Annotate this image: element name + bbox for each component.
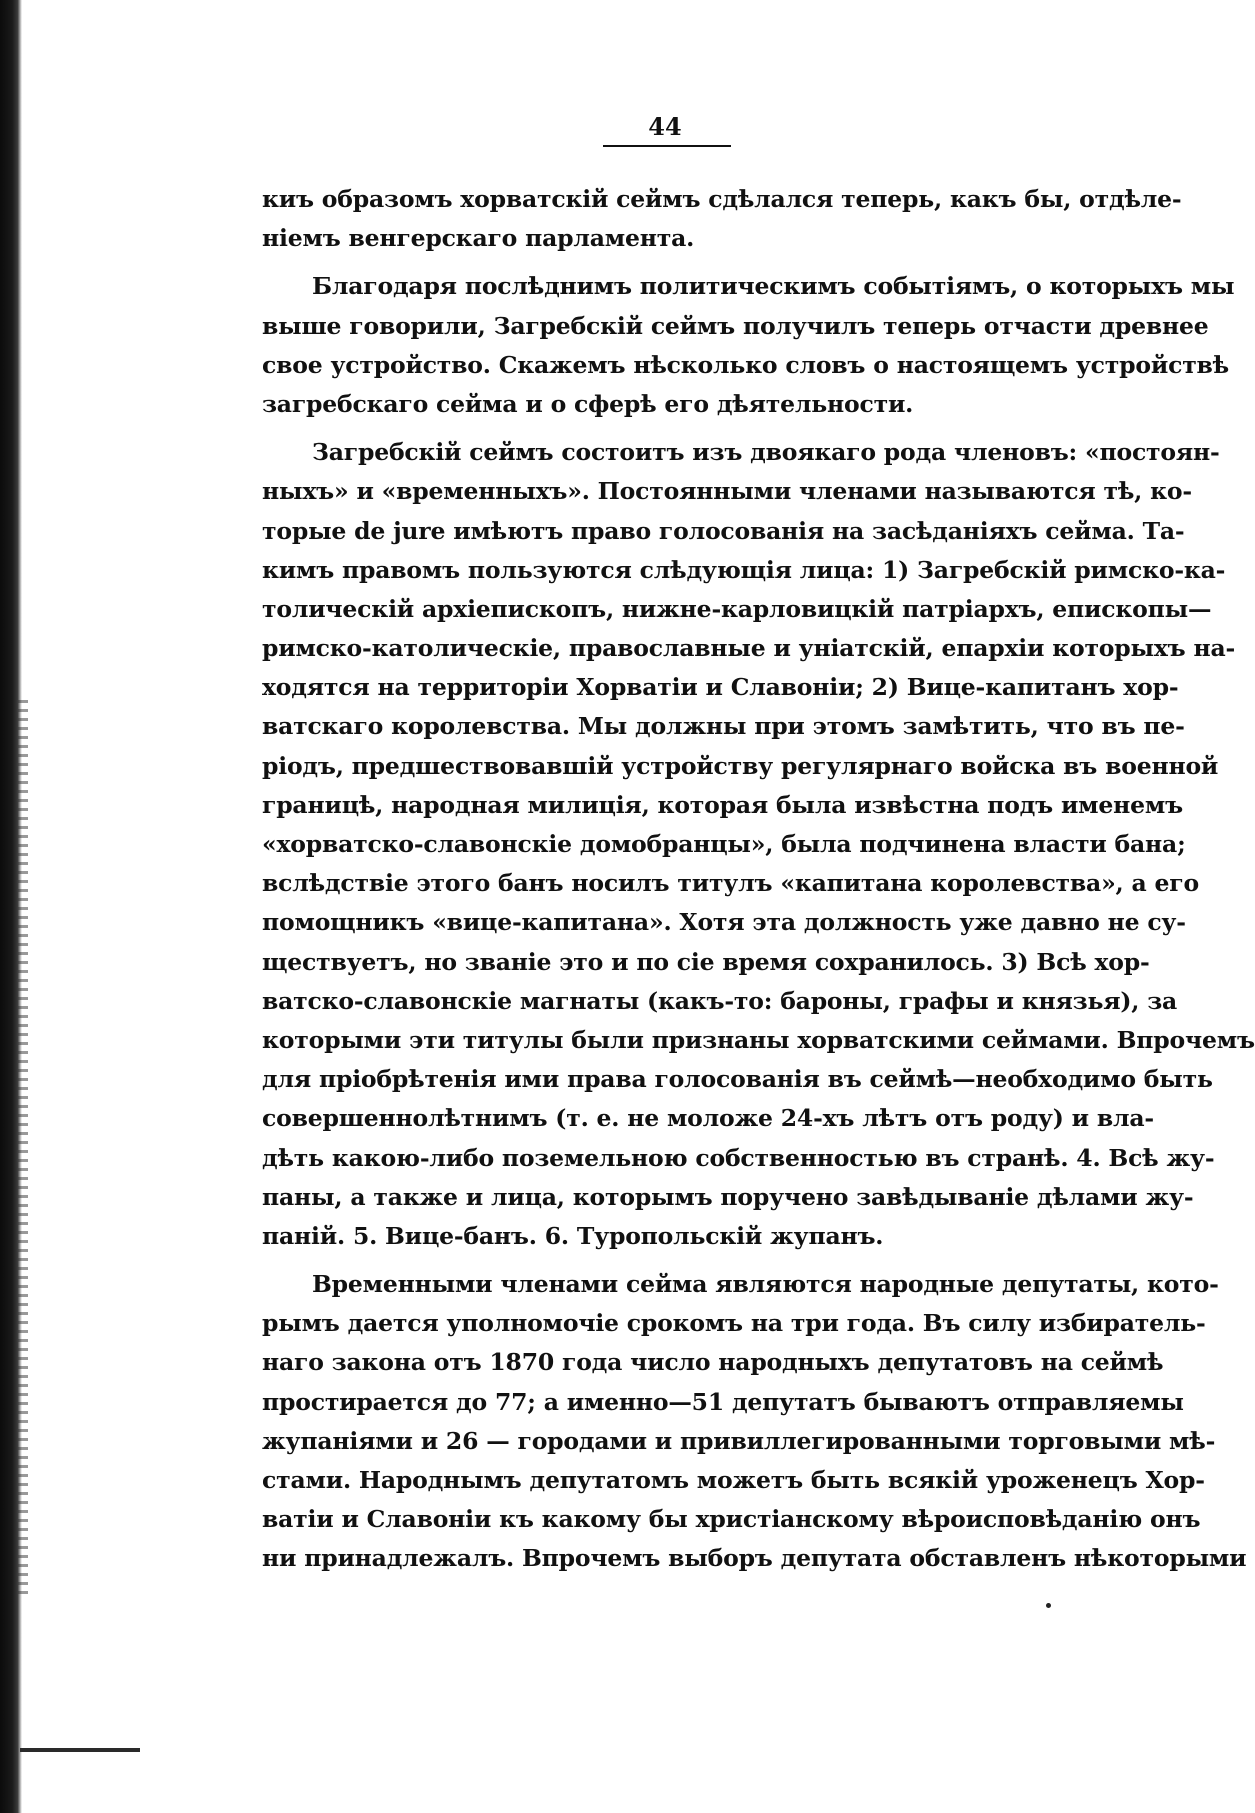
text-line: ніемъ венгерскаго парламента. <box>262 224 695 253</box>
paragraph-gap <box>262 424 1074 433</box>
text-line: дѣть какою-либо поземельною собственностью въ странѣ. 4. Всѣ жу- <box>262 1143 1215 1172</box>
text-line: которыми эти титулы были признаны хорватскими сеймами. Впрочемъ <box>262 1025 1255 1054</box>
text-line: ни принадлежалъ. Впрочемъ выборъ депутата обставленъ нѣкоторыми <box>262 1544 1247 1573</box>
text-line: наго закона отъ 1870 года число народныхъ депутатовъ на сеймѣ <box>262 1348 1164 1377</box>
text-line: паны, а также и лица, которымъ поручено завѣдываніе дѣлами жу- <box>262 1182 1194 1211</box>
text-line: ществуетъ, но званіе это и по сіе время сохранилось. 3) Всѣ хор- <box>262 947 1150 976</box>
text-line: вслѣдствіе этого банъ носилъ титулъ «капитана королевства», а его <box>262 869 1199 898</box>
text-line: римско-католическіе, православные и уніатскій, епархіи которыхъ на- <box>262 634 1236 663</box>
text-line: рымъ дается уполномочіе срокомъ на три года. Въ силу избиратель- <box>262 1309 1206 1338</box>
page-number-rule <box>603 145 731 147</box>
text-line: стами. Народнымъ депутатомъ можетъ быть всякій уроженецъ Хор- <box>262 1466 1205 1494</box>
ink-speck <box>1046 1603 1051 1608</box>
text-line: торые de jure имѣютъ право голосованія на засѣданіяхъ сейма. Та- <box>262 516 1185 545</box>
paragraph <box>262 1265 1247 1579</box>
text-line: ходятся на территоріи Хорватіи и Славоніи; 2) Вице-капитанъ хор- <box>262 673 1179 702</box>
text-line: киъ образомъ хорватскій сеймъ сдѣлался теперь, какъ бы, отдѣле- <box>262 185 1182 213</box>
page-number: 44 <box>648 112 682 141</box>
text-line: кимъ правомъ пользуются слѣдующія лица: 1) Загребскій римско-ка- <box>262 555 1226 584</box>
text-line: помощникъ «вице-капитана». Хотя эта должность уже давно не су- <box>262 908 1186 937</box>
text-line: свое устройство. Скажемъ нѣсколько словъ о настоящемъ устройствѣ <box>262 350 1230 379</box>
text-line: Временными членами сейма являются народные депутаты, кото- <box>312 1270 1219 1299</box>
binding-texture <box>18 700 28 1600</box>
text-line: границѣ, народная милиція, которая была извѣстна подъ именемъ <box>262 790 1183 819</box>
text-line: Загребскій сеймъ состоитъ изъ двоякаго рода членовъ: «постоян- <box>312 438 1220 467</box>
text-line: Благодаря послѣднимъ политическимъ событіямъ, о которыхъ мы <box>312 272 1235 301</box>
text-line: совершеннолѣтнимъ (т. е. не моложе 24-хъ лѣтъ отъ роду) и вла- <box>262 1104 1154 1133</box>
text-line: толическій архіепископъ, нижне-карловицкій патріархъ, епископы— <box>262 594 1212 623</box>
text-line: жупаніями и 26 — городами и привиллегированными торговыми мѣ- <box>262 1426 1216 1455</box>
text-line: «хорватско-славонскіе домобранцы», была подчинена власти бана; <box>262 830 1186 858</box>
text-line: ватско-славонскіе магнаты (какъ-то: бароны, графы и князья), за <box>262 986 1178 1015</box>
paragraph <box>262 180 1182 258</box>
text-line: простирается до 77; а именно—51 депутатъ бываютъ отправляемы <box>262 1387 1184 1416</box>
binding-bottom-mark <box>20 1748 140 1752</box>
text-line: выше говорили, Загребскій сеймъ получилъ теперь отчасти древнее <box>262 311 1209 340</box>
text-line: ватскаго королевства. Мы должны при этомъ замѣтить, что въ пе- <box>262 712 1185 741</box>
body-text <box>262 180 1255 1579</box>
paragraph <box>262 267 1235 424</box>
text-line: паній. 5. Вице-банъ. 6. Туропольскій жупанъ. <box>262 1221 884 1250</box>
text-line: ватіи и Славоніи къ какому бы христіанскому вѣроисповѣданію онъ <box>262 1505 1201 1534</box>
paragraph-gap <box>262 258 1074 267</box>
text-line: ріодъ, предшествовавшій устройству регулярнаго войска въ военной <box>262 751 1219 780</box>
paragraph <box>262 433 1255 1256</box>
text-line: ныхъ» и «временныхъ». Постоянными членами называются тѣ, ко- <box>262 477 1192 506</box>
text-line: загребскаго сейма и о сферѣ его дѣятельности. <box>262 389 914 418</box>
paragraph-gap <box>262 1256 1074 1265</box>
text-line: для пріобрѣтенія ими права голосованія въ сеймѣ—необходимо быть <box>262 1065 1213 1094</box>
